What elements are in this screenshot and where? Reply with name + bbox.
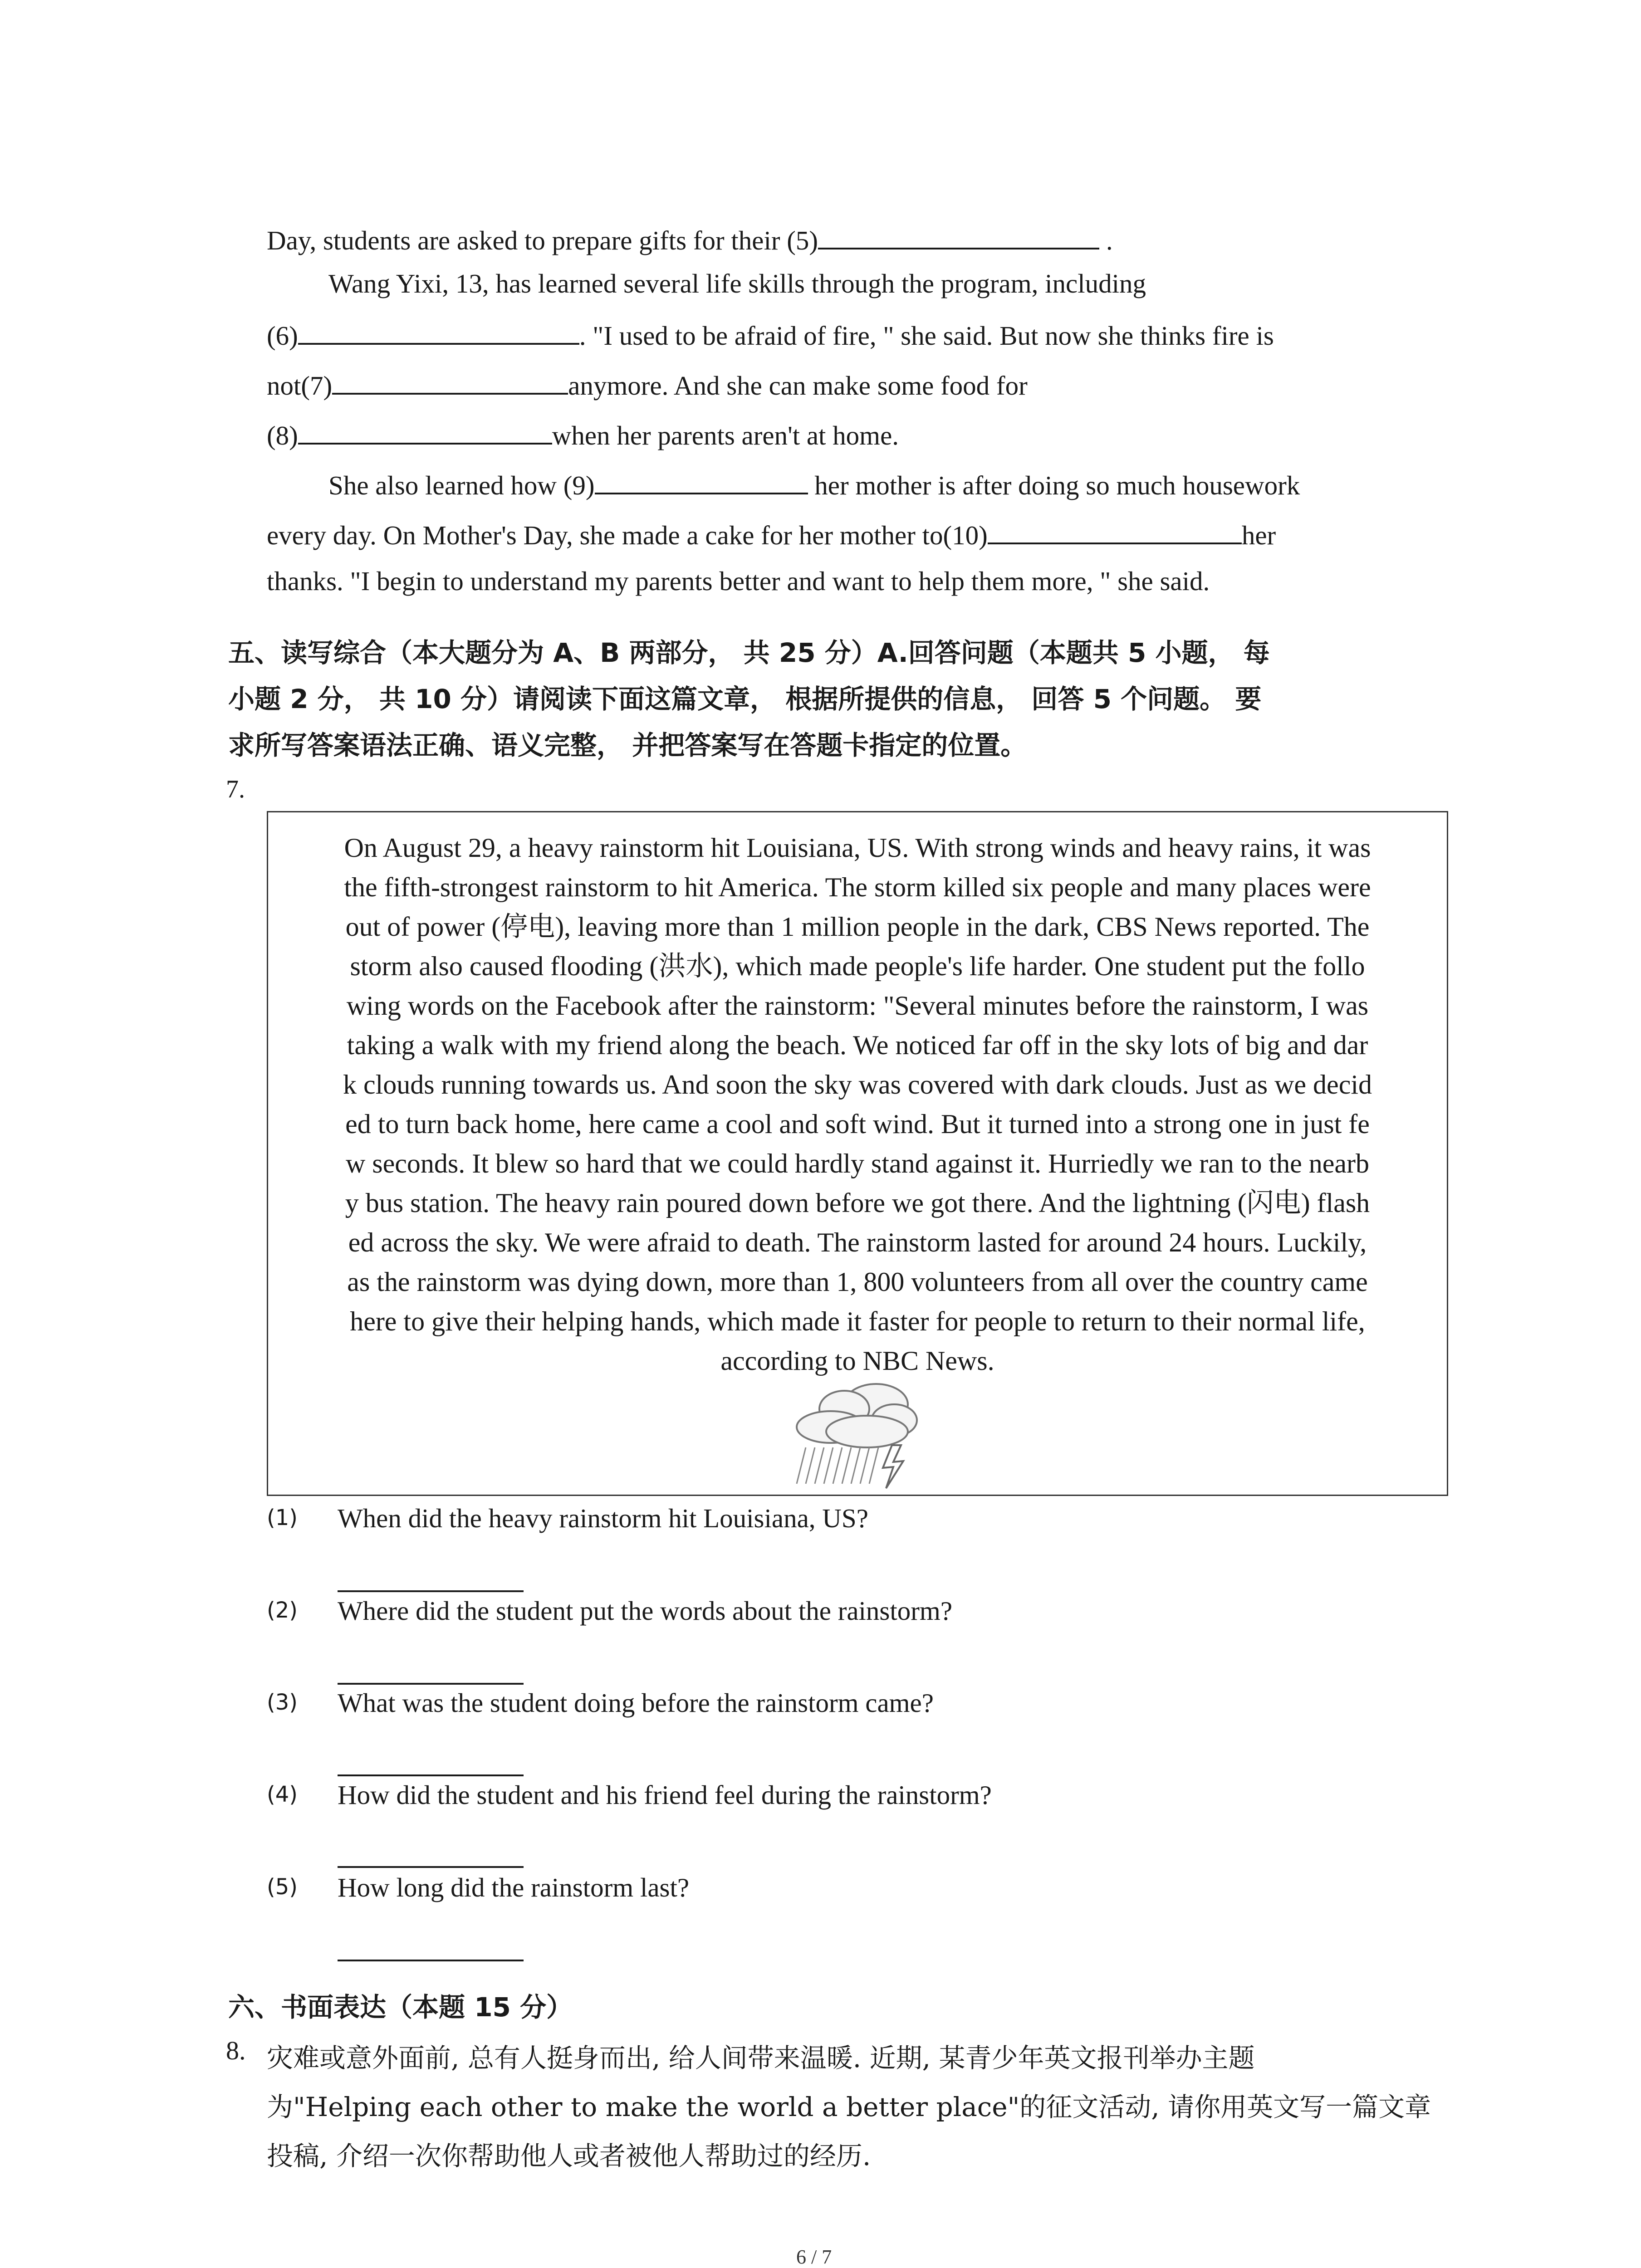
cloze-text: when her parents aren't at home. bbox=[552, 420, 899, 450]
question-number: (2) bbox=[267, 1598, 298, 1623]
cloze-text: every day. On Mother's Day, she made a cake for her mother to(10) bbox=[267, 520, 988, 550]
passage-line: here to give their helping hands, which made it faster for people to return to their normal life, bbox=[350, 1306, 1365, 1336]
passage-line: storm also caused flooding (洪水), which made people's life harder. One student put the follo bbox=[350, 951, 1365, 981]
blank-9[interactable] bbox=[595, 470, 808, 494]
cloze-line-2 bbox=[328, 270, 1146, 297]
cloze-text: Day, students are asked to prepare gifts for their (5) bbox=[267, 225, 818, 255]
section-5-heading-line-3: 求所写答案语法正确、语义完整， 并把答案写在答题卡指定的位置。 bbox=[228, 730, 1027, 761]
passage-line: On August 29, a heavy rainstorm hit Louisiana, US. With strong winds and heavy rains, it was bbox=[344, 833, 1371, 863]
question-text: How did the student and his friend feel during the rainstorm? bbox=[338, 1780, 992, 1810]
blank-8[interactable] bbox=[298, 420, 552, 445]
cloze-text: She also learned how (9) bbox=[328, 470, 595, 500]
cloze-line-7 bbox=[267, 520, 1276, 549]
section-6-heading: 六、书面表达（本题 15 分） bbox=[228, 1992, 573, 2023]
page-number: 6 / 7 bbox=[796, 2246, 832, 2268]
passage-line: ed across the sky. We were afraid to death. The rainstorm lasted for around 24 hours. Luckily, bbox=[348, 1227, 1367, 1257]
passage-box bbox=[267, 811, 1448, 1496]
passage-line: taking a walk with my friend along the beach. We noticed far off in the sky lots of big and dar bbox=[347, 1030, 1368, 1060]
cloze-text: thanks. "I begin to understand my parents better and want to help them more, " she said. bbox=[267, 566, 1210, 596]
passage-line: y bus station. The heavy rain poured down before we got there. And the lightning (闪电) flash bbox=[345, 1188, 1370, 1218]
question-8-number: 8. bbox=[226, 2036, 246, 2065]
answer-line-3[interactable] bbox=[338, 1774, 524, 1776]
question-2 bbox=[267, 1596, 953, 1626]
question-text: Where did the student put the words about the rainstorm? bbox=[338, 1596, 953, 1626]
rain-cloud-lightning-icon bbox=[790, 1377, 926, 1491]
cloze-line-1 bbox=[267, 225, 1113, 254]
writing-prompt-line-2: 为"Helping each other to make the world a better place"的征文活动, 请你用英文写一篇文章 bbox=[267, 2092, 1431, 2122]
answer-line-1[interactable] bbox=[338, 1590, 524, 1592]
blank-10[interactable] bbox=[988, 520, 1242, 544]
answer-line-2[interactable] bbox=[338, 1683, 524, 1685]
cloze-text: Wang Yixi, 13, has learned several life skills through the program, including bbox=[328, 269, 1146, 298]
answer-line-4[interactable] bbox=[338, 1866, 524, 1868]
cloze-line-4 bbox=[267, 370, 1028, 399]
cloze-text: her mother is after doing so much housework bbox=[814, 470, 1300, 500]
cloze-text: (8) bbox=[267, 420, 298, 450]
section-5-heading-line-1: 五、读写综合（本大题分为 A、B 两部分， 共 25 分）A.回答问题（本题共 5 小题， 每 bbox=[228, 637, 1270, 668]
passage-line: out of power (停电), leaving more than 1 million people in the dark, CBS News reported. The bbox=[345, 912, 1370, 942]
blank-5[interactable] bbox=[818, 225, 1099, 249]
passage-line: k clouds running towards us. And soon the sky was covered with dark clouds. Just as we decid bbox=[343, 1070, 1372, 1100]
passage-line: wing words on the Facebook after the rainstorm: "Several minutes before the rainstorm, I was bbox=[346, 991, 1369, 1021]
question-text: How long did the rainstorm last? bbox=[338, 1872, 690, 1902]
cloze-text: . bbox=[1106, 225, 1113, 255]
cloze-line-8 bbox=[267, 568, 1210, 595]
cloze-line-3 bbox=[267, 320, 1274, 349]
question-1 bbox=[267, 1503, 868, 1533]
cloze-text: her bbox=[1241, 520, 1276, 550]
cloze-text: (6) bbox=[267, 321, 298, 351]
passage-line: ed to turn back home, here came a cool and soft wind. But it turned into a strong one in just fe bbox=[345, 1109, 1370, 1139]
cloze-text: . "I used to be afraid of fire, " she said. But now she thinks fire is bbox=[579, 321, 1274, 351]
blank-6[interactable] bbox=[298, 320, 579, 345]
cloze-line-5 bbox=[267, 420, 899, 449]
question-4 bbox=[267, 1780, 992, 1810]
section-5-heading-line-2: 小题 2 分， 共 10 分）请阅读下面这篇文章， 根据所提供的信息， 回答 5 个问题。 要 bbox=[228, 684, 1262, 714]
question-text: When did the heavy rainstorm hit Louisiana, US? bbox=[338, 1503, 868, 1533]
blank-7[interactable] bbox=[332, 370, 568, 395]
question-3 bbox=[267, 1688, 934, 1718]
writing-prompt-line-1: 灾难或意外面前, 总有人挺身而出, 给人间带来温暖. 近期, 某青少年英文报刊举办主题 bbox=[267, 2043, 1255, 2073]
question-number: (5) bbox=[267, 1874, 298, 1900]
question-number: (3) bbox=[267, 1690, 298, 1715]
passage-line: as the rainstorm was dying down, more than 1, 800 volunteers from all over the country came bbox=[347, 1267, 1368, 1297]
question-text: What was the student doing before the rainstorm came? bbox=[338, 1688, 934, 1718]
cloze-text: anymore. And she can make some food for bbox=[568, 371, 1028, 401]
question-number: (1) bbox=[267, 1505, 298, 1530]
answer-line-5[interactable] bbox=[338, 1960, 524, 1961]
passage-line: the fifth-strongest rainstorm to hit America. The storm killed six people and many places were bbox=[344, 872, 1371, 902]
cloze-line-6 bbox=[328, 470, 1300, 499]
writing-prompt-line-3: 投稿, 介绍一次你帮助他人或者被他人帮助过的经历. bbox=[267, 2141, 871, 2171]
passage-line: according to NBC News. bbox=[720, 1346, 994, 1376]
question-number: (4) bbox=[267, 1782, 298, 1807]
passage-line: w seconds. It blew so hard that we could hardly stand against it. Hurriedly we ran to the nearb bbox=[345, 1149, 1370, 1178]
question-7-number: 7. bbox=[226, 775, 245, 803]
cloze-text: not(7) bbox=[267, 371, 333, 401]
question-5 bbox=[267, 1872, 690, 1902]
